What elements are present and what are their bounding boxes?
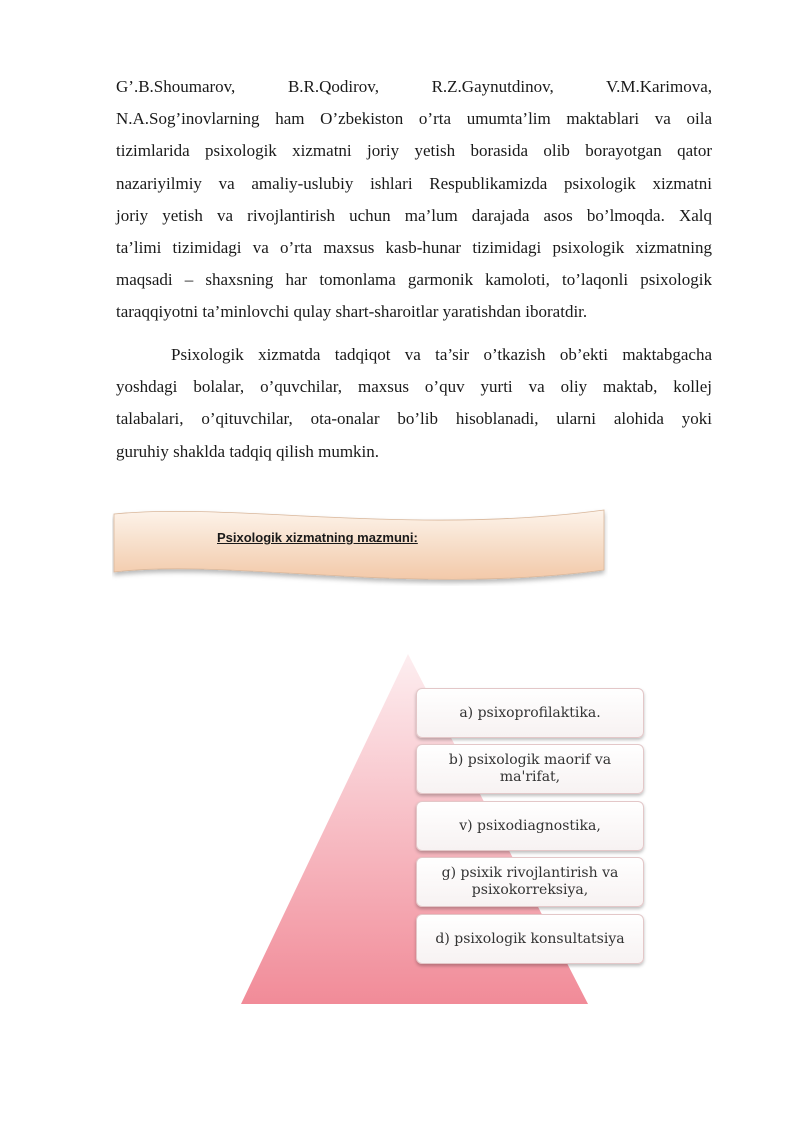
paragraph-line: tizimlarida psixologik xizmatni joriy yetish borasida olib borayotgan qator: [116, 141, 712, 161]
content-item-konsultatsiya: d) psixologik konsultatsiya: [416, 914, 644, 964]
section-banner: [112, 508, 608, 586]
paragraph-line: maqsadi – shaxsning har tomonlama garmonik kamoloti, to’laqonli psixologik: [116, 270, 712, 290]
banner-title: Psixologik xizmatning mazmuni:: [217, 530, 418, 545]
paragraph-line: G’.B.Shoumarov, B.R.Qodirov, R.Z.Gaynutdinov, V.M.Karimova,: [116, 77, 712, 96]
paragraph-line: taraqqiyotni ta’minlovchi qulay shart-sharoitlar yaratishdan iboratdir.: [116, 302, 588, 322]
paragraph-line: yoshdagi bolalar, o’quvchilar, maxsus o’quv yurti va oliy maktab, kollej: [116, 377, 712, 397]
body-paragraph-1: [116, 71, 712, 329]
paragraph-line: ta’limi tizimidagi va o’rta maxsus kasb-hunar tizimidagi psixologik xizmatning: [116, 238, 712, 258]
paragraph-line: joriy yetish va rivojlantirish uchun ma’lum darajada asos bo’lmoqda. Xalq: [116, 205, 712, 225]
body-paragraph-2: [116, 339, 712, 468]
content-item-psixodiagnostika: v) psixodiagnostika,: [416, 801, 644, 851]
content-item-psixologik-maorif: b) psixologik maorif va ma'rifat,: [416, 744, 644, 794]
paragraph-line: N.A.Sog’inovlarning ham O’zbekiston o’rta umumta’lim maktablari va oila: [116, 109, 712, 129]
paragraph-line: guruhiy shaklda tadqiq qilish mumkin.: [116, 441, 380, 461]
wave-banner-shape: [112, 508, 608, 586]
paragraph-line: nazariyilmiy va amaliy-uslubiy ishlari Respublikamizda psixologik xizmatni: [116, 173, 712, 193]
content-item-psixoprofilaktika: a) psixoprofilaktika.: [416, 688, 644, 738]
paragraph-line: talabalari, o’qituvchilar, ota-onalar bo’lib hisoblanadi, ularni alohida yoki: [116, 409, 712, 429]
content-item-psixokorreksiya: g) psixik rivojlantirish va psixokorreksiya,: [416, 857, 644, 907]
paragraph-line: Psixologik xizmatda tadqiqot va ta’sir o’tkazish ob’ekti maktabgacha: [171, 345, 712, 364]
